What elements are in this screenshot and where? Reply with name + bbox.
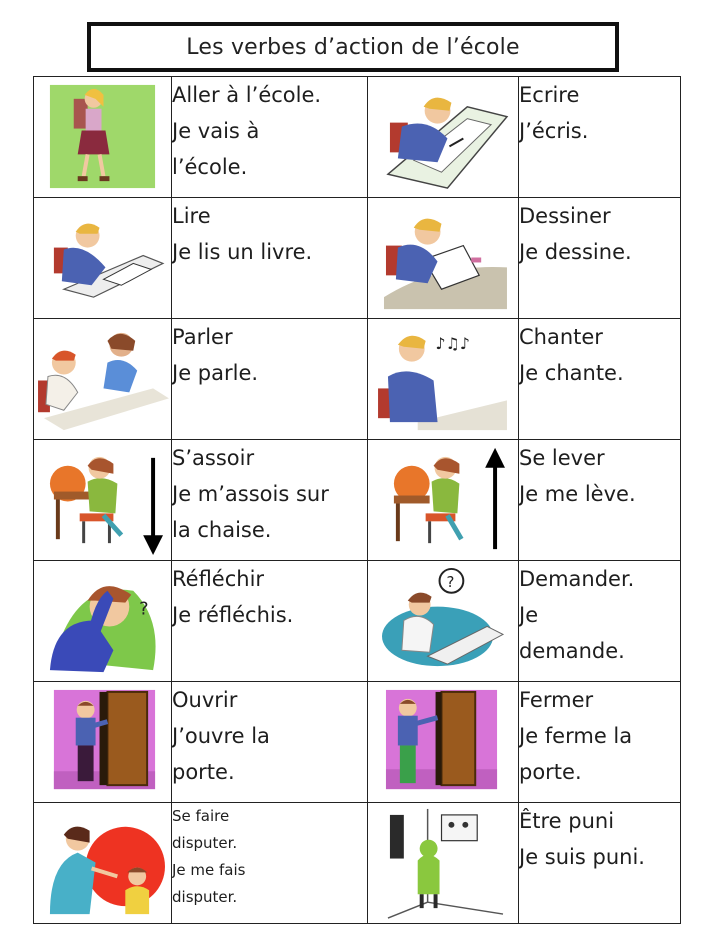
boy-thinking-icon [34,561,171,681]
illustration-cell [368,198,519,319]
verb-sentence: Je demande. [519,603,625,663]
verb-label: Parler [172,325,233,349]
boy-drawing-icon [368,198,518,318]
verb-sentence: Je suis puni. [519,845,645,869]
verb-cell [519,561,681,682]
svg-text:?: ? [446,572,455,591]
verb-label: Dessiner [519,204,611,228]
teacher-scolding-child-icon [34,803,171,923]
svg-text:♪♫♪: ♪♫♪ [435,333,471,353]
illustration-cell [368,682,519,803]
verb-label: Lire [172,204,211,228]
verb-cell [172,561,368,682]
illustration-cell [34,803,172,924]
verb-label: Se faire disputer. [172,807,238,852]
verb-sentence: Je me lève. [519,482,636,506]
verb-cell [172,198,368,319]
verb-sentence: J’ouvre la porte. [172,724,270,784]
illustration-cell [34,77,172,198]
verb-sentence: J’écris. [519,119,589,143]
verb-cell [519,440,681,561]
verb-label: Fermer [519,688,594,712]
table-row [34,682,681,803]
verb-sentence: Je vais à l’école. [172,119,260,179]
illustration-cell [34,319,172,440]
verbs-table [33,76,681,924]
verb-cell [172,440,368,561]
verb-sentence: Je réfléchis. [172,603,294,627]
table-row [34,561,681,682]
verb-cell [519,77,681,198]
verb-cell [519,198,681,319]
svg-text:?: ? [139,598,149,620]
illustration-cell [368,440,519,561]
verb-sentence: Je ferme la porte. [519,724,633,784]
child-punished-in-corner-icon [368,803,518,923]
girl-sitting-down-icon [34,440,171,560]
girl-walking-to-school-icon [34,77,171,197]
illustration-cell [368,561,519,682]
table-row [34,440,681,561]
verb-cell [172,319,368,440]
verb-label: Chanter [519,325,603,349]
verb-cell [172,77,368,198]
verb-label: Aller à l’école. [172,83,322,107]
illustration-cell [368,77,519,198]
verb-label: Être puni [519,809,615,833]
verb-cell [172,682,368,803]
table-row [34,77,681,198]
girl-standing-up-icon [368,440,518,560]
boy-singing-icon [368,319,518,439]
table-row [34,198,681,319]
illustration-cell [368,803,519,924]
boy-closing-door-icon [368,682,518,802]
verb-sentence: Je chante. [519,361,624,385]
illustration-cell [34,682,172,803]
boy-writing-icon [368,77,518,197]
verb-sentence: Je me fais disputer. [172,861,246,906]
verb-cell [519,803,681,924]
table-row [34,319,681,440]
illustration-cell [368,319,519,440]
verb-sentence: Je m’assois sur la chaise. [172,482,329,542]
verb-label: Demander. [519,567,635,591]
illustration-cell [34,198,172,319]
verb-sentence: Je dessine. [519,240,632,264]
verb-cell [519,682,681,803]
worksheet-title: Les verbes d’action de l’école [87,22,619,72]
verb-label: Ecrire [519,83,580,107]
verb-label: Ouvrir [172,688,238,712]
children-talking-icon [34,319,171,439]
verb-cell [519,319,681,440]
boy-reading-icon [34,198,171,318]
verb-cell [172,803,368,924]
verb-sentence: Je lis un livre. [172,240,313,264]
verb-label: S’assoir [172,446,255,470]
verb-sentence: Je parle. [172,361,259,385]
table-row [34,803,681,924]
illustration-cell [34,440,172,561]
boy-asking-question-icon [368,561,518,681]
illustration-cell [34,561,172,682]
boy-opening-door-icon [34,682,171,802]
verb-label: Se lever [519,446,605,470]
verb-label: Réfléchir [172,567,265,591]
